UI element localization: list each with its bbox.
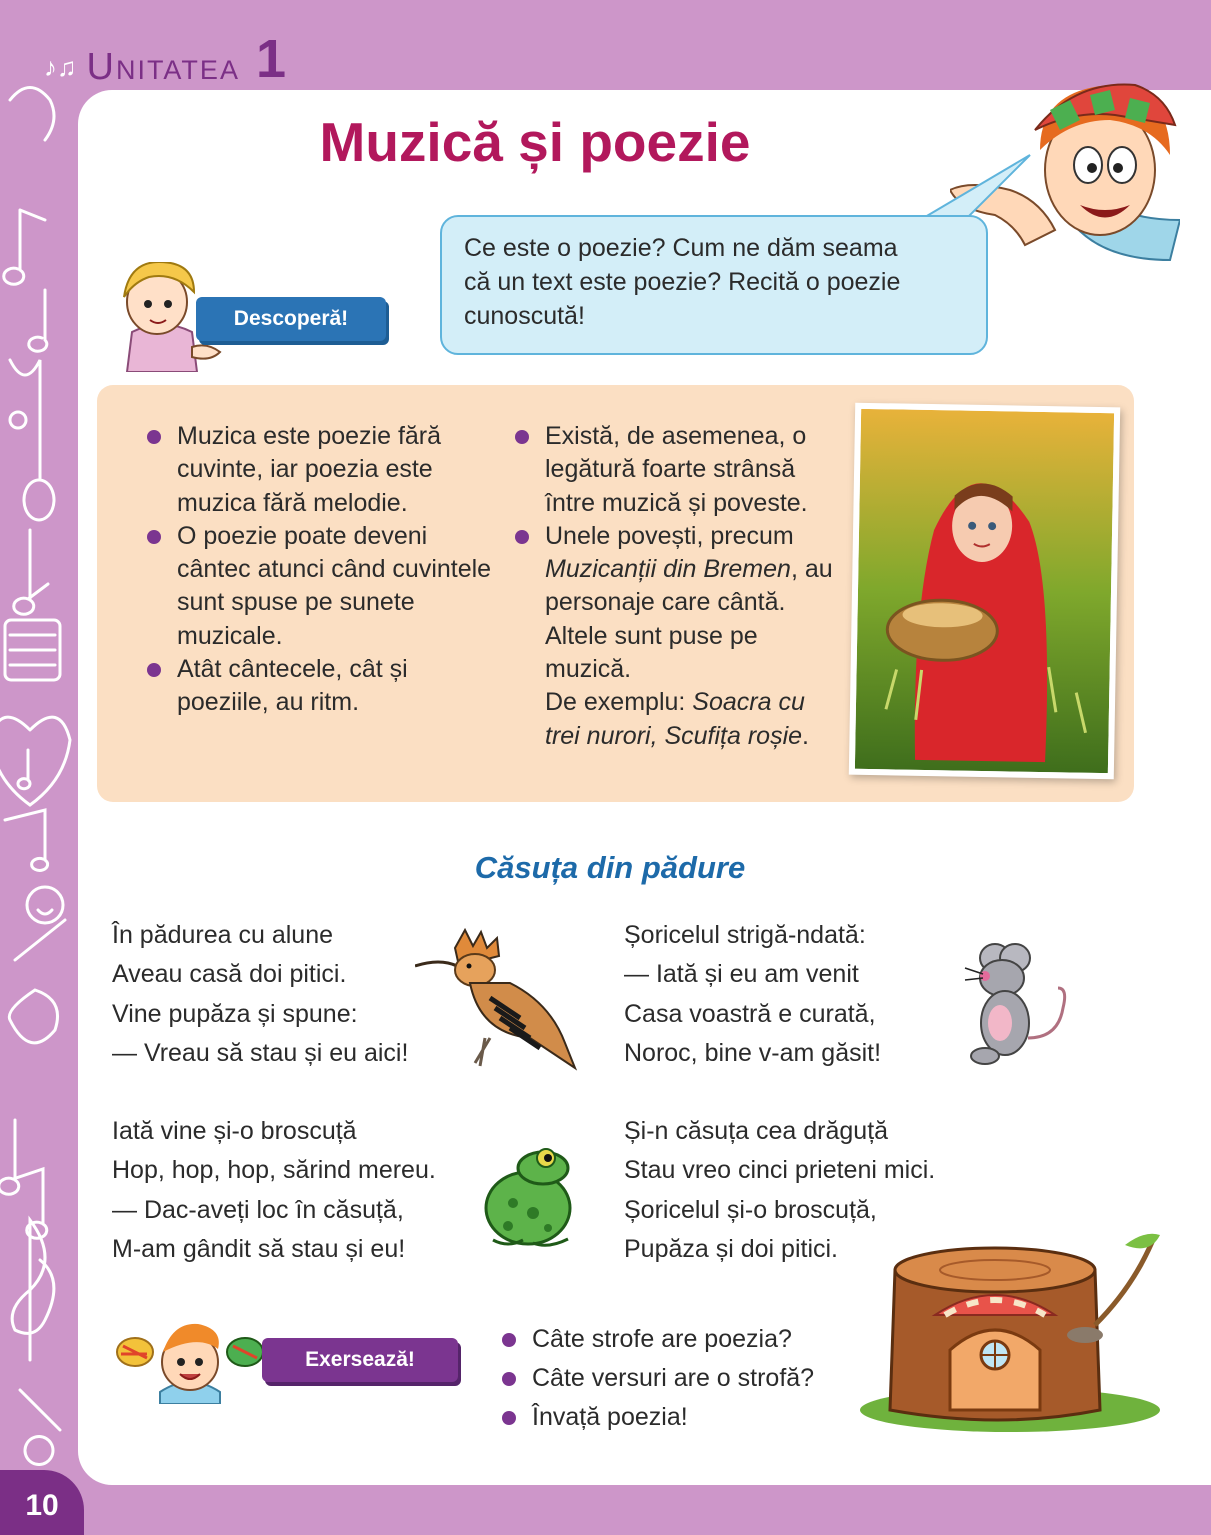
- poem-line: Șoricelul și-o broscuță,: [624, 1195, 877, 1224]
- poem-line: În pădurea cu alune: [112, 921, 334, 949]
- hoopoe-bird-icon: [415, 928, 580, 1073]
- poem-line: Pupăza și doi pitici.: [624, 1234, 839, 1263]
- info-list-right: [513, 420, 843, 753]
- list-item: Câte versuri are o strofă?: [500, 1359, 860, 1398]
- poem-line: Casa voastră e curată,: [624, 999, 876, 1028]
- list-item: [513, 520, 843, 753]
- poem-line: M-am gândit să stau și eu!: [112, 1234, 406, 1263]
- practice-label: Exersează!: [262, 1338, 458, 1382]
- list-item: Învață poezia!: [500, 1398, 860, 1437]
- exercise-list: [500, 1320, 860, 1437]
- poem-line: Noroc, bine v-am găsit!: [624, 1038, 882, 1067]
- red-riding-hood-icon: [855, 409, 1114, 773]
- music-notes-icon: ♪♫: [44, 52, 77, 82]
- poem-line: Șoricelul strigă-ndată:: [624, 921, 866, 949]
- poem-title: Căsuța din pădure: [474, 850, 746, 885]
- girl-red-hood-photo: [849, 403, 1120, 780]
- poem-line: — Iată și eu am venit: [624, 960, 859, 989]
- frog-icon: [478, 1148, 578, 1250]
- mouse-icon: [960, 938, 1072, 1068]
- poem-line: Vine pupăza și spune:: [112, 999, 358, 1028]
- speech-bubble-text: Ce este o poezie? Cum ne dăm seama că un text este poezie? Recită o poezie cunoscută!: [464, 234, 901, 330]
- speech-bubble: [440, 215, 988, 355]
- page-number: 10: [0, 1470, 84, 1535]
- text-run: , au personaje care cântă. Altele sunt puse pe muzică.: [545, 555, 833, 684]
- maracas-kid-icon: [115, 1322, 265, 1404]
- poem-line: — Vreau să stau și eu aici!: [112, 1038, 409, 1067]
- text-run: Unele povești, precum: [545, 521, 794, 550]
- stump-house-icon: [855, 1225, 1170, 1435]
- list-item: Câte strofe are poezia?: [500, 1320, 860, 1359]
- poem-line: Iată vine și-o broscuță: [112, 1117, 357, 1145]
- list-item: Există, de asemenea, o legătură foarte strânsă între muzică și poveste.: [513, 420, 843, 520]
- bottom-bar: [0, 1486, 1211, 1535]
- poem-stanza: [112, 1112, 436, 1269]
- poem-stanza: [624, 916, 881, 1073]
- story-title: Soacra cu trei nurori, Scufița roșie: [545, 688, 805, 750]
- page-title: Muzică și poezie: [319, 111, 751, 173]
- poem-line: Stau vreo cinci prieteni mici.: [624, 1156, 936, 1185]
- story-title: Muzicanții din Bremen: [545, 555, 791, 584]
- list-item: Atât cântecele, cât și poeziile, au ritm.: [145, 653, 495, 720]
- poem-stanza: [112, 916, 408, 1073]
- info-list-left: [145, 420, 495, 720]
- list-item: Muzica este poezie fără cuvinte, iar poezia este muzica fără melodie.: [145, 420, 495, 520]
- poem-line: Hop, hop, hop, sărind mereu.: [112, 1156, 436, 1185]
- music-doodles-icon: [0, 60, 78, 1470]
- unit-number: 1: [255, 29, 286, 89]
- text-run: .: [802, 721, 809, 750]
- discover-label: Descoperă!: [196, 297, 386, 341]
- poem-line: Aveau casă doi pitici.: [112, 960, 347, 989]
- unit-label: Unitatea: [86, 46, 240, 88]
- text-run: De exemplu:: [545, 688, 693, 717]
- unit-header: [44, 29, 286, 89]
- poem-line: — Dac-aveți loc în căsuță,: [112, 1195, 404, 1224]
- poem-line: Și-n căsuța cea drăguță: [624, 1117, 889, 1145]
- list-item: O poezie poate deveni cântec atunci când cuvintele sunt spuse pe sunete muzicale.: [145, 520, 495, 653]
